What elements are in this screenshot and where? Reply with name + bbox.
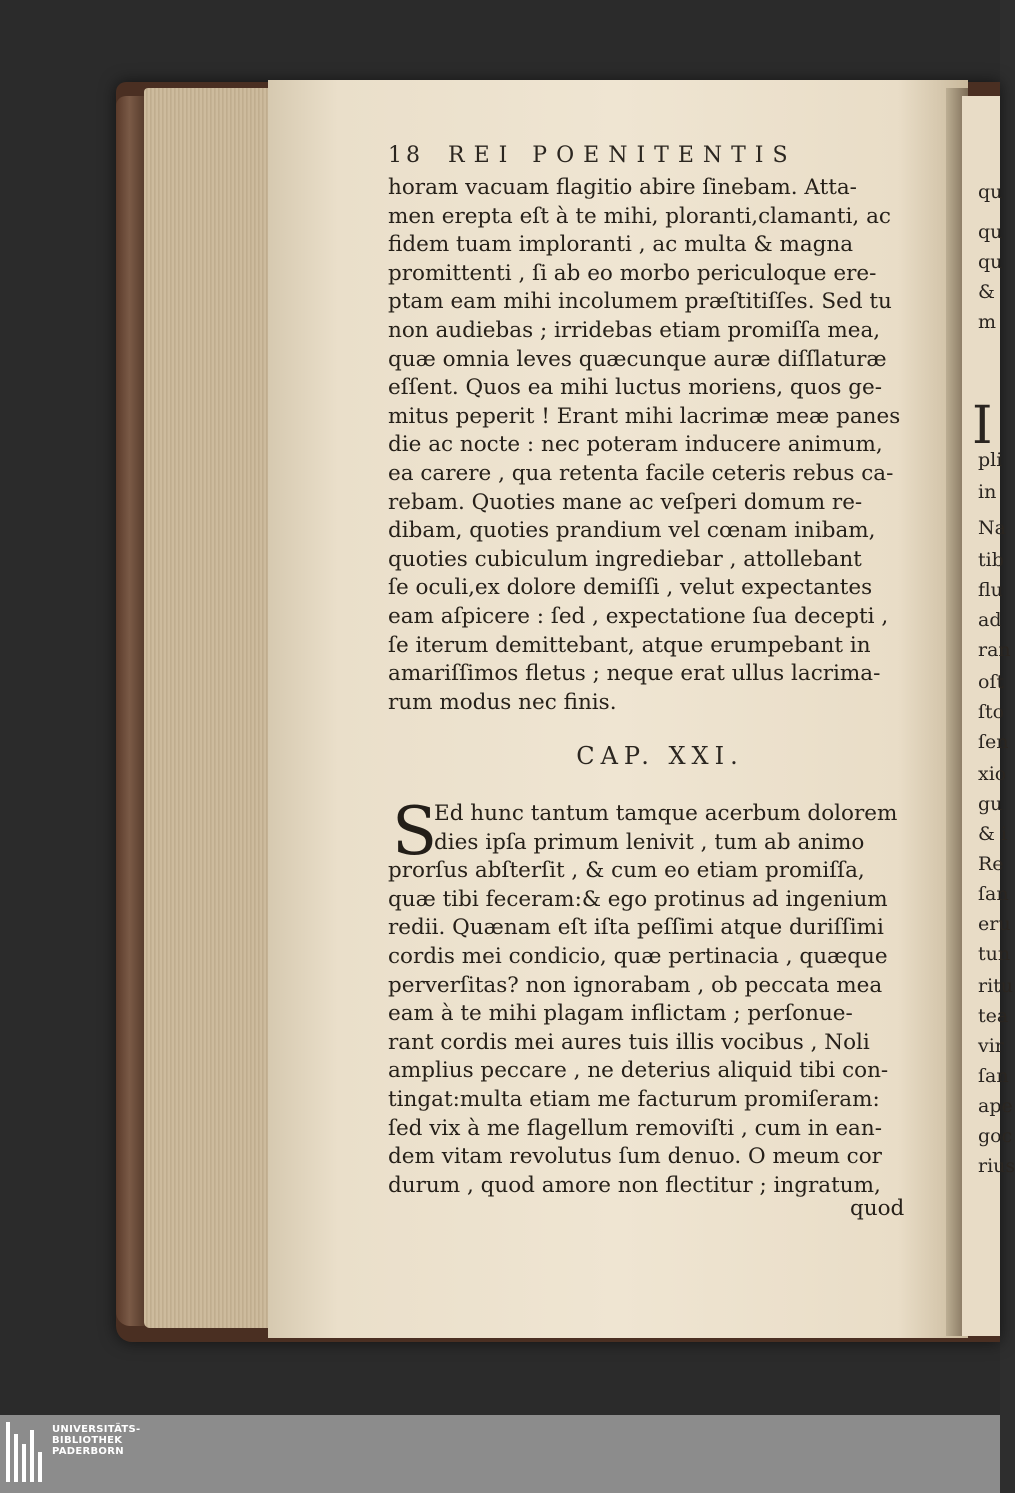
text-line: promittenti , ſi ab eo morbo periculoque ere- <box>388 260 877 286</box>
text-line: cordis mei condicio, quæ pertinacia , quæque <box>388 943 888 969</box>
text-line: rebam. Quoties mane ac veſperi domum re- <box>388 489 863 515</box>
text-line: ea carere , qua retenta facile ceteris rebus ca- <box>388 460 894 486</box>
text-line: amplius peccare , ne deterius aliquid tibi con- <box>388 1058 889 1084</box>
text-line: quoties cubiculum ingrediebar , attollebant <box>388 546 862 572</box>
facing-page-fragment: in <box>978 481 997 503</box>
logo-line-2: BIBLIOTHEK <box>52 1435 123 1446</box>
text-line: tingat:multa etiam me facturum promiſeram: <box>388 1086 880 1112</box>
facing-page-fragment: tun <box>978 943 1011 965</box>
text-line: quæ omnia leves quæcunque auræ diſſlaturæ <box>388 346 887 372</box>
facing-page-fragment: pli <box>978 449 1003 471</box>
text-line: redii. Quænam eſt iſta peſſimi atque duriſſimi <box>388 915 884 941</box>
page-edges <box>144 88 272 1328</box>
text-line: horam vacuam flagitio abire ſinebam. Atta- <box>388 175 857 200</box>
facing-page-fragment: goc <box>978 1125 1013 1147</box>
text-line: dies ipſa primum lenivit , tum ab animo <box>434 829 865 855</box>
facing-page-fragment: ad <box>978 609 1002 631</box>
library-logo-text <box>52 1424 141 1457</box>
facing-page-fragment: Re <box>978 853 1004 875</box>
facing-page-fragment: vir <box>978 1035 1004 1057</box>
facing-page-fragment: ſan <box>978 883 1009 905</box>
text-line: ſed vix à me flagellum removiſti , cum in ean- <box>388 1115 882 1141</box>
logo-line-3: PADERBORN <box>52 1446 124 1457</box>
text-line: Ed hunc tantum tamque acerbum dolorem <box>434 801 898 826</box>
running-head <box>388 140 858 170</box>
facing-page-fragment: rius <box>978 1155 1015 1177</box>
facing-page <box>962 96 1015 1336</box>
text-line: fidem tuam imploranti , ac multa & magna <box>388 232 854 258</box>
facing-page-fragment: eru <box>978 913 1011 935</box>
text-line: quæ tibi feceram:& ego protinus ad ingenium <box>388 886 888 912</box>
facing-page-fragment: qu <box>978 251 1003 273</box>
facing-page-fragment: m <box>978 311 997 333</box>
facing-page-fragment: tib <box>978 549 1004 571</box>
facing-page-fragment: tea <box>978 1005 1009 1027</box>
text-line: durum , quod amore non flectitur ; ingratum, <box>388 1172 881 1198</box>
facing-page-fragment: flu <box>978 579 1003 601</box>
facing-page-fragment: ſan <box>978 1065 1009 1087</box>
text-line: ptam eam mihi incolumem præſtitiſſes. Sed tu <box>388 289 892 315</box>
facing-page-fragment: xio <box>978 763 1007 785</box>
running-title: REI POENITENTIS <box>448 142 797 168</box>
text-line: amariſſimos fletus ; neque erat ullus lacrima- <box>388 661 881 687</box>
text-line: men erepta eſt à te mihi, ploranti,clamanti, ac <box>388 203 891 229</box>
facing-page-fragment: & <box>978 281 995 303</box>
drop-cap: S <box>392 793 438 870</box>
facing-page-fragment: qu <box>978 181 1003 203</box>
text-line: ſe oculi,ex dolore demiſſi , velut expectantes <box>388 575 873 601</box>
text-line: die ac nocte : nec poteram inducere animum, <box>388 432 883 458</box>
facing-page-fragment: I <box>972 396 993 456</box>
logo-line-1: UNIVERSITÄTS- <box>52 1424 141 1435</box>
facing-page-fragment: ſen <box>978 731 1009 753</box>
text-line: prorſus abſterſit , & cum eo etiam promiſſa, <box>388 858 865 884</box>
chapter-heading: CAP. XXI. <box>576 742 744 770</box>
text-line: dem vitam revolutus ſum denuo. O meum cor <box>388 1144 882 1170</box>
text-line: perverſitas? non ignorabam , ob peccata mea <box>388 972 883 998</box>
facing-page-fragment: ritu <box>978 975 1014 997</box>
facing-page-fragment: oſt <box>978 671 1005 693</box>
text-line: eam à te mihi plagam inflictam ; perſonue- <box>388 1001 853 1027</box>
facing-page-fragment: Na <box>978 517 1006 539</box>
text-line: eam aſpicere : ſed , expectatione ſua decepti , <box>388 603 889 629</box>
facing-page-fragment: & i <box>978 823 1008 845</box>
text-line: dibam, quoties prandium vel cœnam inibam, <box>388 518 876 544</box>
paragraph-1 <box>388 174 918 717</box>
facing-page-fragment: ran <box>978 639 1011 661</box>
library-logo-icon <box>6 1422 44 1482</box>
page-number: 18 <box>388 142 424 168</box>
catchword: quod <box>850 1196 905 1221</box>
text-line: rant cordis mei aures tuis illis vocibus , Noli <box>388 1029 870 1055</box>
footer-bar <box>0 1415 1000 1493</box>
facing-page-fragment: qu <box>978 221 1003 243</box>
text-line: rum modus nec finis. <box>388 689 617 715</box>
paragraph-2 <box>388 793 918 1200</box>
text-line: non audiebas ; irridebas etiam promiſſa mea, <box>388 317 881 343</box>
facing-page-fragment: gu <box>978 793 1003 815</box>
text-line: eſſent. Quos ea mihi luctus moriens, quos ge- <box>388 375 883 401</box>
text-line: mitus peperit ! Erant mihi lacrimæ meæ panes <box>388 403 901 429</box>
text-line: ſe iterum demittebant, atque erumpebant in <box>388 632 871 658</box>
facing-page-fragment: ape <box>978 1095 1013 1117</box>
facing-page-fragment: ſto <box>978 701 1005 723</box>
